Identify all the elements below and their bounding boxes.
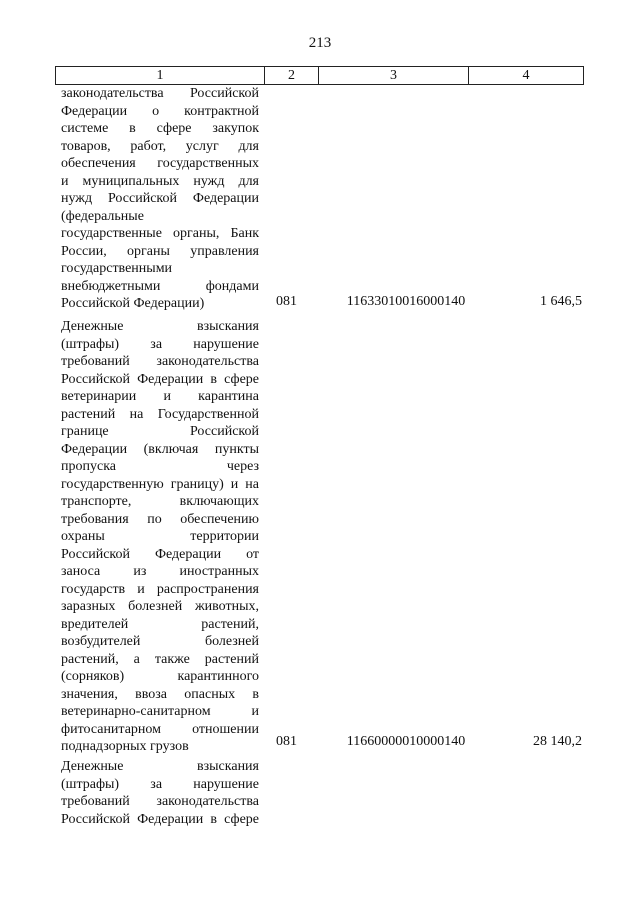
description-line: Российской Федерации в сфере [61,811,259,827]
row-3-description [61,758,259,828]
row-1-description [61,85,259,313]
description-line: системе в сфере закупок [61,121,259,136]
description-line: Денежные взыскания [61,759,259,774]
description-line: Денежные взыскания [61,319,259,334]
page-number: 213 [308,35,332,51]
description-line: фитосанитарном отношении [61,721,259,737]
description-line: требований законодательства [61,794,259,809]
description-line: Российской Федерации от [61,546,259,562]
description-line: возбудителей болезней [61,634,259,649]
row-1-amount: 1 646,5 [540,294,582,309]
description-line: (штрафы) за нарушение [61,336,259,352]
description-line: растений, а также растений [61,651,259,667]
description-line: границе Российской [61,424,259,439]
description-line: вредителей растений, [61,616,259,632]
description-line: обеспечения государственных [61,156,259,171]
description-line: (штрафы) за нарушение [61,776,259,792]
description-line: пропуска через [61,459,259,474]
description-line: Российской Федерации) [61,296,205,311]
description-line: внебюджетными фондами [61,278,259,294]
description-line: государств и распространения [61,581,259,597]
description-line: нужд Российской Федерации [61,191,259,206]
description-line: Федерации о контрактной [61,103,259,119]
description-line: законодательства Российской [61,86,259,101]
description-line: (федеральные [61,208,144,224]
description-line: государственную границу) и на [61,476,259,492]
table-column-header [55,66,584,85]
description-line: заразных болезней животных, [61,599,259,614]
column-4-header: 4 [522,68,530,83]
description-line: и муниципальных нужд для [61,173,259,189]
description-line: растений на Государственной [61,406,259,422]
row-1-classification-code: 11633010016000140 [346,294,466,309]
description-line: товаров, работ, услуг для [61,138,259,154]
description-line: Федерации (включая пункты [61,441,259,457]
description-line: требования по обеспечению [61,511,259,527]
row-1-admin-code: 081 [276,294,297,309]
row-2-description [61,318,259,756]
description-line: охраны территории [61,529,259,544]
description-line: государственные органы, Банк [61,226,259,241]
description-line: ветеринарно-санитарном и [61,704,259,719]
description-line: заноса из иностранных [61,564,259,579]
description-line: государственными [61,261,173,276]
row-2-admin-code: 081 [276,734,297,749]
description-line: поднадзорных грузов [61,739,189,754]
description-line: значения, ввоза опасных в [61,686,259,702]
column-3-header: 3 [319,67,469,84]
description-line: ветеринарии и карантина [61,389,259,404]
column-1-header: 1 [56,67,265,84]
column-2-header: 2 [265,67,319,84]
description-line: транспорте, включающих [61,494,259,509]
row-2-amount: 28 140,2 [533,734,582,749]
description-line: требований законодательства [61,354,259,369]
description-line: (сорняков) карантинного [61,669,259,684]
description-line: России, органы управления [61,243,259,259]
description-line: Российской Федерации в сфере [61,371,259,387]
row-2-classification-code: 11660000010000140 [346,734,466,749]
